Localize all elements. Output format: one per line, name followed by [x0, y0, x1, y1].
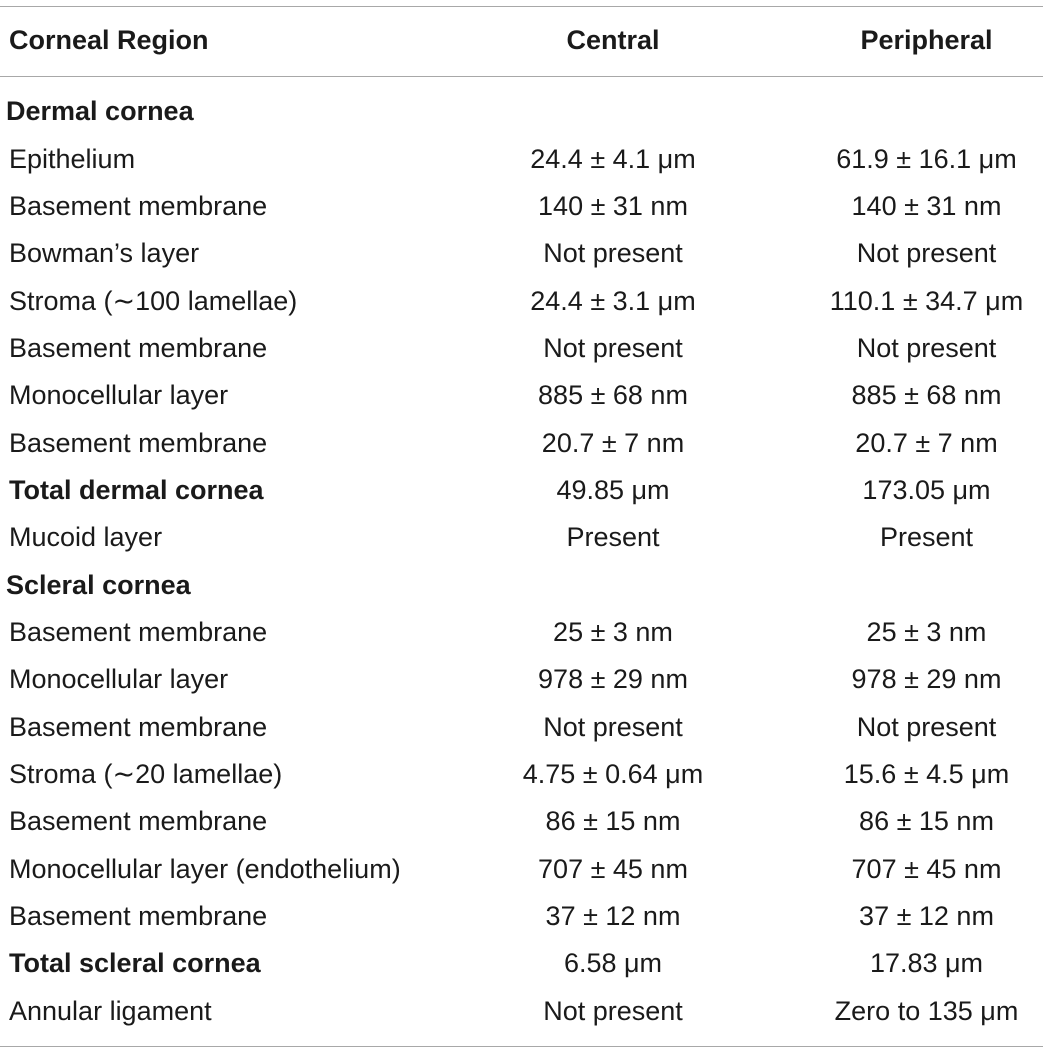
central-value: 6.58 μm	[563, 948, 663, 978]
central-value: 140 ± 31 nm	[538, 191, 688, 221]
peripheral-value: 20.7 ± 7 nm	[855, 428, 998, 458]
peripheral-value: 110.1 ± 34.7 μm	[829, 286, 1024, 316]
table-row	[0, 278, 1043, 325]
peripheral-value: Not present	[856, 712, 997, 742]
table-row	[0, 988, 1043, 1035]
peripheral-value: 885 ± 68 nm	[851, 380, 1002, 410]
table-row	[0, 656, 1043, 703]
central-value: 24.4 ± 4.1 μm	[530, 144, 696, 174]
peripheral-value: 140 ± 31 nm	[851, 191, 1002, 221]
table-row	[0, 704, 1043, 751]
total-row-scleral-cornea	[0, 940, 1043, 987]
peripheral-value: 978 ± 29 nm	[851, 664, 1002, 694]
peripheral-value: Not present	[856, 333, 997, 363]
central-value: 37 ± 12 nm	[545, 901, 681, 931]
section-label: Dermal cornea	[6, 96, 194, 126]
header-corneal-region: Corneal Region	[9, 25, 209, 55]
row-label: Bowman’s layer	[9, 238, 200, 268]
table-row	[0, 230, 1043, 277]
row-label: Basement membrane	[9, 712, 268, 742]
row-label: Stroma (∼20 lamellae)	[9, 759, 283, 789]
central-value: 978 ± 29 nm	[538, 664, 688, 694]
central-value: Not present	[543, 333, 683, 363]
table-row	[0, 372, 1043, 419]
central-value: Not present	[543, 238, 683, 268]
row-label: Stroma (∼100 lamellae)	[9, 286, 298, 316]
peripheral-value: 173.05 μm	[862, 475, 991, 505]
peripheral-value: Zero to 135 μm	[834, 996, 1019, 1026]
central-value: 707 ± 45 nm	[538, 854, 688, 884]
row-label: Epithelium	[9, 144, 136, 174]
header-central: Central	[566, 25, 660, 55]
central-value: 86 ± 15 nm	[545, 806, 681, 836]
row-label: Total dermal cornea	[9, 475, 264, 505]
total-row-dermal-cornea	[0, 467, 1043, 514]
row-label: Basement membrane	[9, 806, 268, 836]
table-row	[0, 846, 1043, 893]
central-value: 24.4 ± 3.1 μm	[530, 286, 696, 316]
row-label: Monocellular layer	[9, 664, 229, 694]
central-value: Not present	[543, 996, 683, 1026]
peripheral-value: Present	[879, 522, 974, 552]
section-row-dermal-cornea	[0, 88, 1043, 135]
peripheral-value: 25 ± 3 nm	[866, 617, 987, 647]
central-value: 4.75 ± 0.64 μm	[522, 759, 704, 789]
row-label: Monocellular layer	[9, 380, 229, 410]
central-value: 25 ± 3 nm	[553, 617, 673, 647]
table-row	[0, 609, 1043, 656]
central-value: 20.7 ± 7 nm	[541, 428, 685, 458]
peripheral-value: 707 ± 45 nm	[851, 854, 1002, 884]
table-row	[0, 183, 1043, 230]
peripheral-value: 17.83 μm	[869, 948, 984, 978]
central-value: Not present	[543, 712, 683, 742]
row-label: Basement membrane	[9, 617, 268, 647]
peripheral-value: 61.9 ± 16.1 μm	[836, 144, 1017, 174]
row-label: Basement membrane	[9, 428, 268, 458]
section-label: Scleral cornea	[6, 570, 191, 600]
table-header-rule	[0, 76, 1043, 77]
row-label: Basement membrane	[9, 901, 268, 931]
header-peripheral: Peripheral	[860, 25, 993, 55]
table-row	[0, 893, 1043, 940]
row-label: Basement membrane	[9, 333, 268, 363]
table-row	[0, 514, 1043, 561]
peripheral-value: 86 ± 15 nm	[859, 806, 994, 836]
row-label: Total scleral cornea	[9, 948, 261, 978]
central-value: Present	[566, 522, 660, 552]
peripheral-value: 37 ± 12 nm	[859, 901, 994, 931]
table-top-rule	[0, 6, 1043, 7]
section-row-scleral-cornea	[0, 562, 1043, 609]
central-value: 885 ± 68 nm	[538, 380, 688, 410]
row-label: Annular ligament	[9, 996, 212, 1026]
row-label: Mucoid layer	[9, 522, 163, 552]
table-row	[0, 136, 1043, 183]
table-row	[0, 751, 1043, 798]
table-bottom-rule	[0, 1046, 1043, 1047]
table-row	[0, 420, 1043, 467]
row-label: Basement membrane	[9, 191, 268, 221]
peripheral-value: 15.6 ± 4.5 μm	[843, 759, 1010, 789]
peripheral-value: Not present	[856, 238, 997, 268]
row-label: Monocellular layer (endothelium)	[9, 854, 401, 884]
table-header-row	[0, 17, 1043, 64]
central-value: 49.85 μm	[556, 475, 670, 505]
table-row	[0, 798, 1043, 845]
table-row	[0, 325, 1043, 372]
